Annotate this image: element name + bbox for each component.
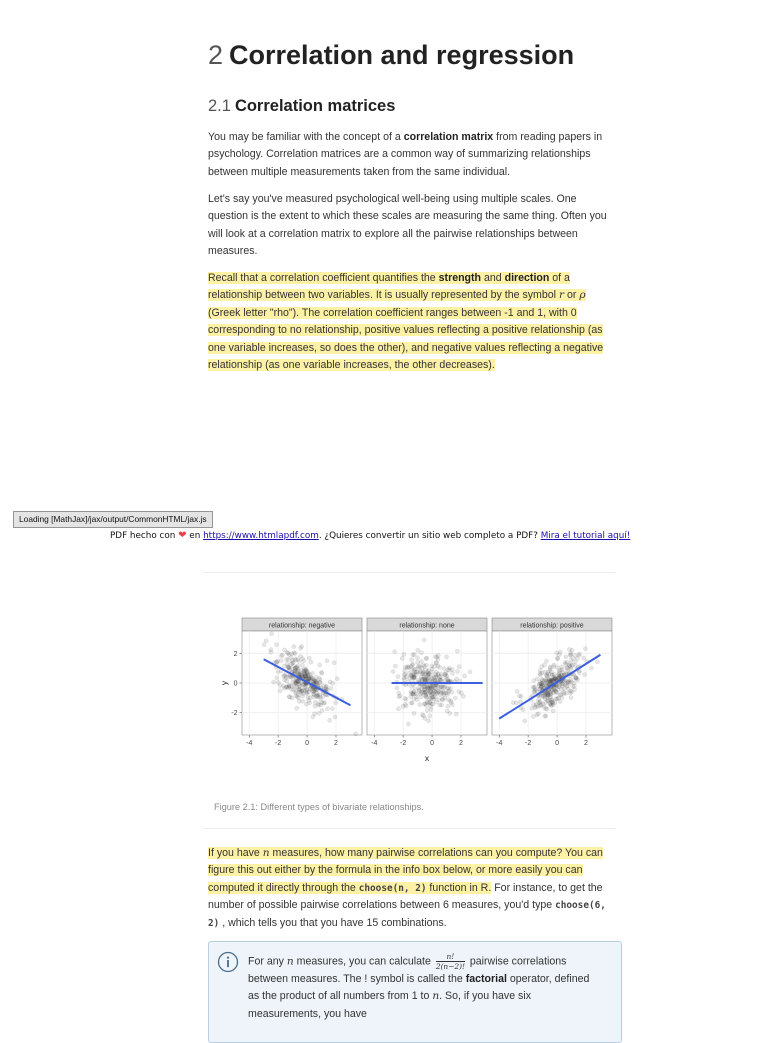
scatter-point [583, 647, 587, 651]
scatter-point [564, 655, 568, 659]
scatter-point [307, 656, 311, 660]
scatter-point [414, 695, 418, 699]
scatter-point [575, 656, 579, 660]
scatter-point [462, 674, 466, 678]
scatter-point [569, 666, 573, 670]
x-tick-label: -2 [400, 740, 407, 747]
scatter-point [543, 714, 547, 718]
scatter-point [325, 707, 329, 711]
scatter-point [395, 686, 399, 690]
info-box-text: For any n measures, you can calculate $\frac{n!}{2(n-2)!}$ pairwise correlations between measures. The ! symbol is called the factorial operator, defined as the product of all numbers from 1 to n. So, if you have six measurements, you have [248, 952, 590, 1020]
x-tick-label: -2 [525, 740, 532, 747]
scatter-point [286, 651, 290, 655]
scatter-point [455, 649, 459, 653]
scatter-point [409, 695, 413, 699]
x-tick-label: 0 [430, 740, 435, 747]
scatter-point [461, 694, 465, 698]
scatter-point [468, 670, 472, 674]
scatter-point [286, 665, 290, 669]
term-factorial: factorial [465, 973, 507, 985]
scatter-point [441, 685, 445, 689]
x-tick-label: -4 [246, 740, 253, 747]
scatter-point [422, 685, 426, 689]
scatter-point [430, 664, 434, 668]
x-tick-label: -4 [371, 740, 378, 747]
scatter-point [416, 648, 420, 652]
combinations-formula: $\frac{n!}{2(n-2)!}$ [435, 952, 465, 971]
scatter-point [438, 703, 442, 707]
scatter-point [446, 677, 450, 681]
facet-label: relationship: positive [520, 622, 584, 630]
y-axis-label: y [219, 680, 229, 686]
scatter-point [569, 662, 573, 666]
scatter-point [330, 707, 334, 711]
scatter-point [329, 686, 333, 690]
section-title: Correlation matrices [234, 97, 396, 115]
scatter-point [317, 703, 321, 707]
scatter-point [293, 657, 297, 661]
scatter-point [511, 701, 515, 705]
scatter-point [536, 704, 540, 708]
scatter-point [403, 696, 407, 700]
facet-label: relationship: none [399, 622, 455, 630]
chapter-heading [208, 40, 574, 71]
figure-caption: Figure 2.1: Different types of bivariate relationships. [214, 802, 424, 812]
scatter-point [453, 696, 457, 700]
scatter-point [328, 680, 332, 684]
scatter-point [556, 657, 560, 661]
y-tick-label: -2 [231, 710, 238, 718]
x-tick-label: 2 [334, 740, 338, 747]
scatter-point [401, 704, 405, 708]
scatter-point [569, 680, 573, 684]
y-tick-label: 2 [233, 650, 238, 658]
scatter-point [536, 700, 540, 704]
chapter-title: Correlation and regression [229, 40, 575, 70]
scatter-point [595, 660, 599, 664]
scatter-point [450, 671, 454, 675]
scatter-point [425, 708, 429, 712]
scatter-point [581, 656, 585, 660]
scatter-point [274, 643, 278, 647]
scatter-point [410, 663, 414, 667]
scatter-point [296, 664, 300, 668]
term-correlation-matrix: correlation matrix [403, 131, 494, 143]
scatter-point [552, 663, 556, 667]
scatter-point [301, 692, 305, 696]
scatter-point [393, 664, 397, 668]
term-strength: strength [438, 272, 482, 284]
scatter-point [560, 684, 564, 688]
scatter-point [423, 677, 427, 681]
chapter-number: 2 [208, 40, 224, 70]
mathjax-loading-status: Loading [MathJax]/jax/output/CommonHTML/jax.js [13, 511, 213, 528]
scatter-point [419, 651, 423, 655]
scatter-point [307, 698, 311, 702]
scatter-point [545, 681, 549, 685]
tutorial-link[interactable]: Mira el tutorial aquí! [540, 531, 631, 541]
scatter-point [549, 670, 553, 674]
scatter-point [409, 689, 413, 693]
scatter-point [439, 691, 443, 695]
scatter-point [310, 671, 314, 675]
htmlapdf-link[interactable]: https://www.htmlapdf.com [203, 531, 319, 541]
x-tick-label: 0 [305, 740, 310, 747]
scatter-point [393, 650, 397, 654]
scatter-point [457, 690, 461, 694]
scatter-point [403, 665, 407, 669]
facet-label: relationship: negative [268, 622, 336, 630]
scatter-point [523, 719, 527, 723]
scatter-point [335, 677, 339, 681]
scatter-point [540, 664, 544, 668]
scatter-point [450, 690, 454, 694]
scatter-point [309, 660, 313, 664]
scatter-point [558, 650, 562, 654]
scatter-point [454, 677, 458, 681]
scatter-point [269, 648, 273, 652]
scatter-point [319, 670, 323, 674]
scatter-point [396, 675, 400, 679]
code-choose-6-2: choose(6, [555, 900, 606, 912]
scatter-point [403, 673, 407, 677]
scatter-point [311, 692, 315, 696]
scatter-point [536, 712, 540, 716]
scatter-point [391, 669, 395, 673]
scatter-point [402, 652, 406, 656]
scatter-point [537, 682, 541, 686]
scatter-point [280, 653, 284, 657]
scatter-point [264, 639, 268, 643]
scatter-point [546, 692, 550, 696]
scatter-point [455, 669, 459, 673]
scatter-point [569, 658, 573, 662]
scatter-point [410, 657, 414, 661]
scatter-point [515, 689, 519, 693]
code-choose-6-2-cont: 2) [208, 917, 220, 929]
scatter-point [415, 656, 419, 660]
scatter-point [533, 685, 537, 689]
section-number: 2.1 [208, 97, 231, 115]
scatter-point [418, 665, 422, 669]
scatter-point [312, 679, 316, 683]
scatter-point [568, 689, 572, 693]
scatter-point [406, 722, 410, 726]
bivariate-relationships-figure [204, 598, 624, 768]
code-choose-n-2: choose(n, 2) [358, 882, 427, 894]
scatter-point [577, 671, 581, 675]
scatter-point [550, 700, 554, 704]
info-icon [217, 951, 239, 973]
scatter-point [434, 660, 438, 664]
scatter-point [292, 645, 296, 649]
scatter-point [543, 696, 547, 700]
scatter-point [444, 671, 448, 675]
scatter-point [410, 701, 414, 705]
scatter-point [278, 689, 282, 693]
scatter-point [424, 703, 428, 707]
scatter-point [553, 677, 557, 681]
scatter-point [442, 666, 446, 670]
scatter-point [297, 699, 301, 703]
scatter-point [353, 732, 357, 736]
scatter-point [262, 643, 266, 647]
scatter-point [445, 655, 449, 659]
scatter-point [573, 687, 577, 691]
scatter-point [318, 663, 322, 667]
x-tick-label: -2 [275, 740, 282, 747]
x-tick-label: 2 [459, 740, 463, 747]
scatter-point [567, 647, 571, 651]
y-tick-label: 0 [233, 680, 238, 688]
scatter-point [322, 701, 326, 705]
scatter-point [269, 632, 273, 636]
scatter-point [422, 638, 426, 642]
scatter-point [302, 659, 306, 663]
scatter-point [426, 673, 430, 677]
scatter-point [446, 686, 450, 690]
scatter-point [426, 719, 430, 723]
symbol-rho: ρ [579, 289, 586, 302]
scatter-point [333, 715, 337, 719]
scatter-point [446, 698, 450, 702]
paragraph-intro: You may be familiar with the concept of a correlation matrix from reading papers in psychology. Correlation matrices are a common way of summarizing relationships between multiple measurements taken from the same individual. [208, 131, 603, 178]
scatter-point [582, 672, 586, 676]
scatter-point [296, 669, 300, 673]
x-tick-label: -4 [496, 740, 503, 747]
scatter-point [560, 668, 564, 672]
scatter-point [540, 677, 544, 681]
scatter-point [275, 676, 279, 680]
scatter-point [434, 673, 438, 677]
scatter-point [272, 680, 276, 684]
scatter-point [423, 691, 427, 695]
scatter-point [569, 653, 573, 657]
scatter-point [411, 653, 415, 657]
scatter-point [305, 690, 309, 694]
scatter-point [334, 701, 338, 705]
x-tick-label: 0 [555, 740, 560, 747]
paragraph-pairwise-count: If you have n measures, how many pairwise correlations can you compute? You can figure this out either by the formula in the info box below, or more easily you can computed it directly through the choose(n, 2) function in R. For instance, to get the number of possible pairwise correlations between 6 measures, you'd type choose(6, 2) , which tells you that you have 15 combinations. [208, 847, 606, 929]
x-tick-label: 2 [584, 740, 588, 747]
term-direction: direction [504, 272, 550, 284]
scatter-point [300, 682, 304, 686]
symbol-r: r [558, 289, 565, 302]
scatter-point [286, 675, 290, 679]
scatter-point [402, 678, 406, 682]
scatter-point [558, 692, 562, 696]
scatter-point [428, 714, 432, 718]
figure-top-divider [203, 572, 615, 573]
scatter-point [427, 668, 431, 672]
scatter-point [292, 684, 296, 688]
scatter-point [438, 677, 442, 681]
scatter-point [535, 677, 539, 681]
scatter-point [577, 652, 581, 656]
x-axis-label: x [424, 753, 430, 763]
scatter-point [282, 648, 286, 652]
scatter-point [332, 661, 336, 665]
scatter-point [317, 711, 321, 715]
scatter-point [517, 694, 521, 698]
figure-bottom-divider [203, 828, 615, 829]
scatter-point [295, 695, 299, 699]
scatter-point [448, 711, 452, 715]
scatter-point [318, 695, 322, 699]
scatter-point [538, 673, 542, 677]
scatter-point [428, 704, 432, 708]
scatter-point [530, 706, 534, 710]
scatter-point [324, 687, 328, 691]
scatter-point [557, 674, 561, 678]
scatter-point [287, 695, 291, 699]
scatter-point [285, 679, 289, 683]
scatter-point [314, 675, 318, 679]
scatter-point [293, 651, 297, 655]
scatter-point [545, 707, 549, 711]
scatter-point [282, 674, 286, 678]
scatter-point [283, 686, 287, 690]
scatter-point [549, 678, 553, 682]
scatter-point [297, 688, 301, 692]
scatter-point [412, 711, 416, 715]
scatter-point [396, 707, 400, 711]
paragraph-wellbeing: Let's say you've measured psychological well-being using multiple scales. One question is the extent to which these scales are measuring the same thing. Often you will look at a correlation matrix to explore all the pairwise relationships between measures. [208, 193, 607, 258]
scatter-point [418, 703, 422, 707]
scatter-point [419, 695, 423, 699]
symbol-n: n [262, 847, 270, 859]
section-heading [208, 97, 395, 116]
pdf-footer-note: PDF hecho con ❤ en https://www.htmlapdf.com. ¿Quieres convertir un sitio web completo a PDF? Mira el tutorial aquí! [110, 530, 631, 541]
scatter-point [565, 684, 569, 688]
scatter-point [297, 659, 301, 663]
scatter-point [299, 646, 303, 650]
scatter-point [328, 718, 332, 722]
scatter-point [564, 679, 568, 683]
facet-panel-3 [492, 618, 612, 747]
scatter-point [397, 695, 401, 699]
scatter-point [531, 714, 535, 718]
scatter-point [454, 712, 458, 716]
scatter-point [286, 658, 290, 662]
scatter-point [443, 696, 447, 700]
info-box [208, 941, 622, 1043]
scatter-point [278, 683, 282, 687]
scatter-point [434, 700, 438, 704]
scatter-point [589, 666, 593, 670]
scatter-point [397, 691, 401, 695]
paragraph-correlation-definition-highlighted: Recall that a correlation coefficient quantifies the strength and direction of a relationship between two variables. It is usually represented by the symbol r or ρ (Greek letter "rho"). The correlation coefficient ranges between -1 and 1, with 0 corresponding to no relationship, positive values reflecting a positive relationship (as one variable increases, so does the other), and negative values reflecting a negative relationship (as one variable increases, the other decreases). [208, 272, 604, 372]
scatter-point [295, 706, 299, 710]
scatter-point [296, 679, 300, 683]
scatter-point [429, 686, 433, 690]
scatter-point [457, 665, 461, 669]
facet-panel-1 [242, 618, 362, 747]
scatter-point [551, 709, 555, 713]
scatter-point [409, 673, 413, 677]
scatter-point [313, 712, 317, 716]
scatter-point [446, 704, 450, 708]
scatter-point [544, 659, 548, 663]
scatter-point [428, 696, 432, 700]
heart-icon: ❤ [178, 530, 187, 541]
scatter-point [548, 665, 552, 669]
scatter-point [417, 686, 421, 690]
facet-panel-2 [367, 618, 487, 747]
scatter-point [325, 659, 329, 663]
scatter-point [303, 673, 307, 677]
scatter-point [569, 696, 573, 700]
scatter-point [275, 660, 279, 664]
scatter-point [424, 656, 428, 660]
scatter-point [556, 696, 560, 700]
scatter-point [400, 656, 404, 660]
